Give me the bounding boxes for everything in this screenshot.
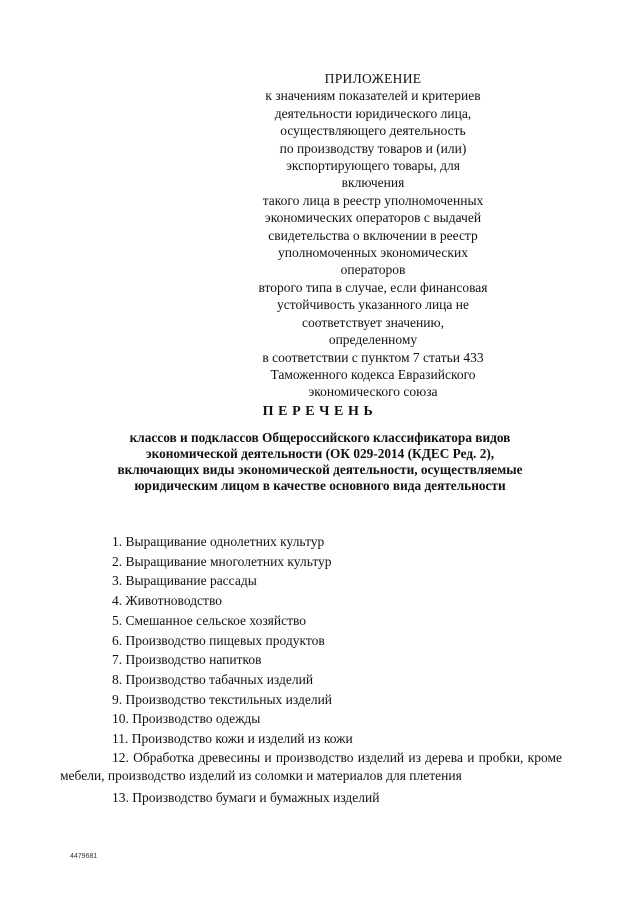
appendix-block xyxy=(258,70,488,401)
list-item: 2. Выращивание многолетних культур xyxy=(112,553,332,569)
appendix-line: экономического союза xyxy=(308,384,438,400)
list-item: 12. Обработка древесины и производство изделий из дерева и пробки, кроме мебели, производство изделий из соломки и материалов для плетения xyxy=(60,749,562,784)
list-item: 8. Производство табачных изделий xyxy=(112,671,314,687)
appendix-line: в соответствии с пунктом 7 статьи 433 xyxy=(262,349,484,365)
appendix-line: устойчивость указанного лица не xyxy=(277,297,469,313)
list-item: 11. Производство кожи и изделий из кожи xyxy=(112,731,353,747)
list-item: 13. Производство бумаги и бумажных изделий xyxy=(112,789,380,805)
appendix-line: такого лица в реестр уполномоченных xyxy=(262,192,484,208)
appendix-line: соответствует значению, определенному xyxy=(302,314,444,348)
appendix-line: второго типа в случае, если финансовая xyxy=(258,279,488,295)
appendix-title: ПРИЛОЖЕНИЕ xyxy=(324,71,422,86)
list-subtitle xyxy=(70,430,570,494)
appendix-line: уполномоченных экономических операторов xyxy=(278,245,468,278)
appendix-line: по производству товаров и (или) xyxy=(279,140,467,156)
subtitle-line: юридическим лицом в качестве основного вида деятельности xyxy=(134,478,506,493)
appendix-line: деятельности юридического лица, xyxy=(274,105,472,121)
list-item: 6. Производство пищевых продуктов xyxy=(112,632,325,648)
list-item: 5. Смешанное сельское хозяйство xyxy=(112,612,307,628)
document-code: 4479681 xyxy=(70,853,98,860)
subtitle-line: экономической деятельности (ОК 029-2014 (КДЕС Ред. 2), xyxy=(145,446,495,461)
list-item: 10. Производство одежды xyxy=(112,711,261,727)
subtitle-line: включающих виды экономической деятельности, осуществляемые xyxy=(117,462,523,477)
list-item: 9. Производство текстильных изделий xyxy=(112,691,333,707)
list-title: ПЕРЕЧЕНЬ xyxy=(262,404,378,419)
appendix-line: осуществляющего деятельность xyxy=(280,123,466,139)
appendix-line: экономических операторов с выдачей xyxy=(264,210,482,226)
activity-list xyxy=(60,532,562,807)
list-item: 1. Выращивание однолетних культур xyxy=(112,534,325,549)
appendix-line: к значениям показателей и критериев xyxy=(265,88,481,104)
list-item: 4. Животноводство xyxy=(112,593,222,609)
appendix-line: свидетельства о включении в реестр xyxy=(268,227,478,243)
subtitle-line: классов и подклассов Общероссийского классификатора видов xyxy=(129,430,511,445)
appendix-line: Таможенного кодекса Евразийского xyxy=(270,366,476,382)
list-item: 3. Выращивание рассады xyxy=(112,573,257,589)
appendix-line: экспортирующего товары, для включения xyxy=(286,158,460,191)
list-item: 7. Производство напитков xyxy=(112,652,262,668)
